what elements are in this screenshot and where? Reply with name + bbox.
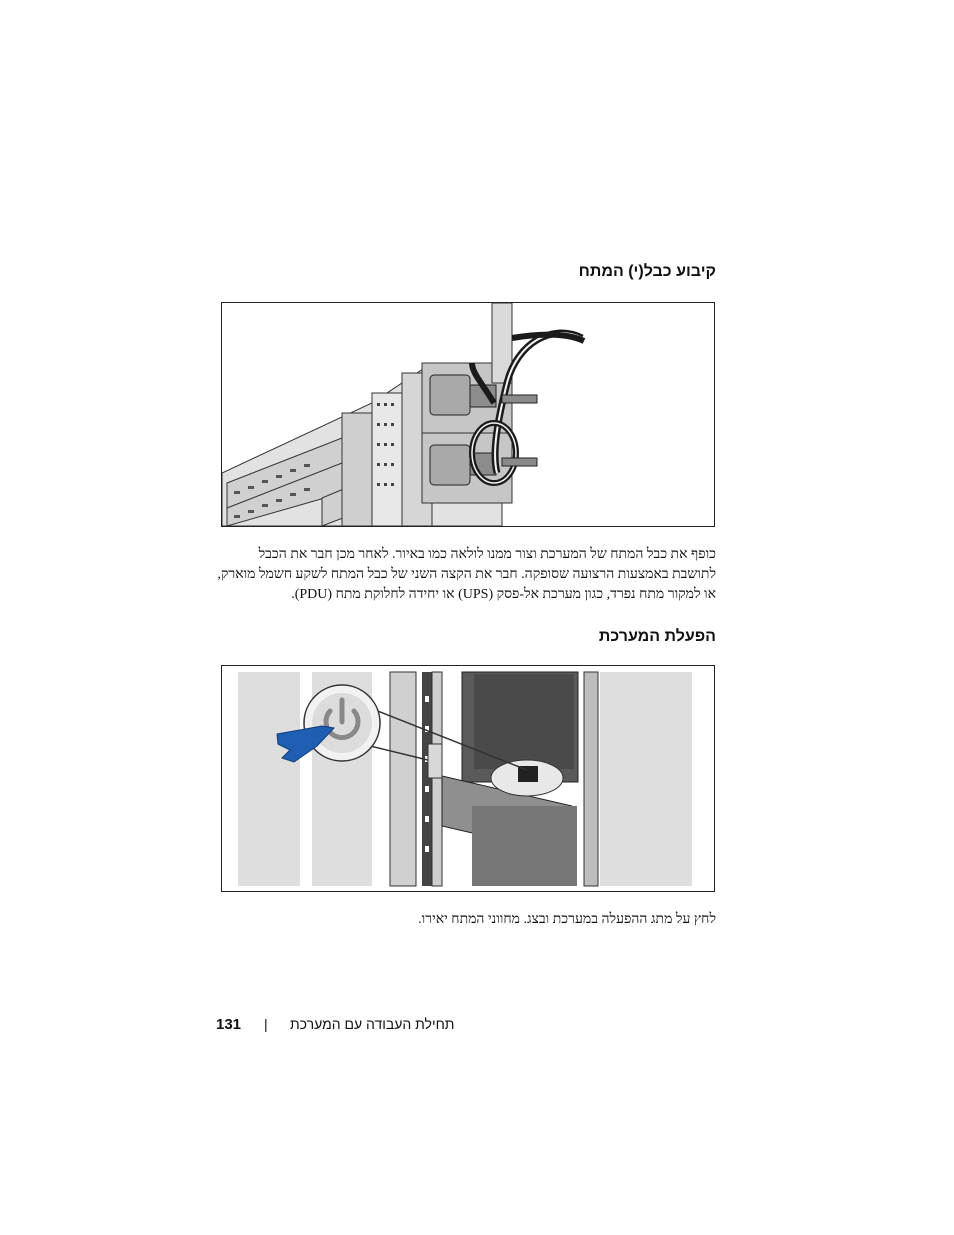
section-heading-power-cable: קיבוע כבל(י) המתח	[578, 263, 716, 280]
page-footer	[216, 1016, 716, 1036]
footer-title: תחילת העבודה עם המערכת	[290, 1016, 455, 1032]
paragraph-power-cable: כופף את כבל המתח של המערכת וצור ממנו לולאה כמו באיור. לאחר מכן חבר את הכבל לתושבת באמצעות הרצועה שסופקה. חבר את הקצה השני של כבל המתח לשקע חשמל מוארק, או למקור מתח נפרד, כגון מערכת אל-פסק (UPS) או יחידה לחלוקת מתח (PDU).	[217, 547, 716, 602]
page-number: 131	[216, 1016, 242, 1033]
section-heading-power-on: הפעלת המערכת	[598, 628, 716, 645]
footer-separator: |	[264, 1016, 268, 1032]
paragraph-power-on: לחץ על מתג ההפעלה במערכת ובצג. מחווני המתח יאירו.	[418, 912, 716, 927]
power-cable-illustration	[222, 303, 714, 526]
power-on-illustration	[222, 666, 714, 891]
figure-power-on	[221, 665, 715, 892]
figure-power-cable	[221, 302, 715, 527]
